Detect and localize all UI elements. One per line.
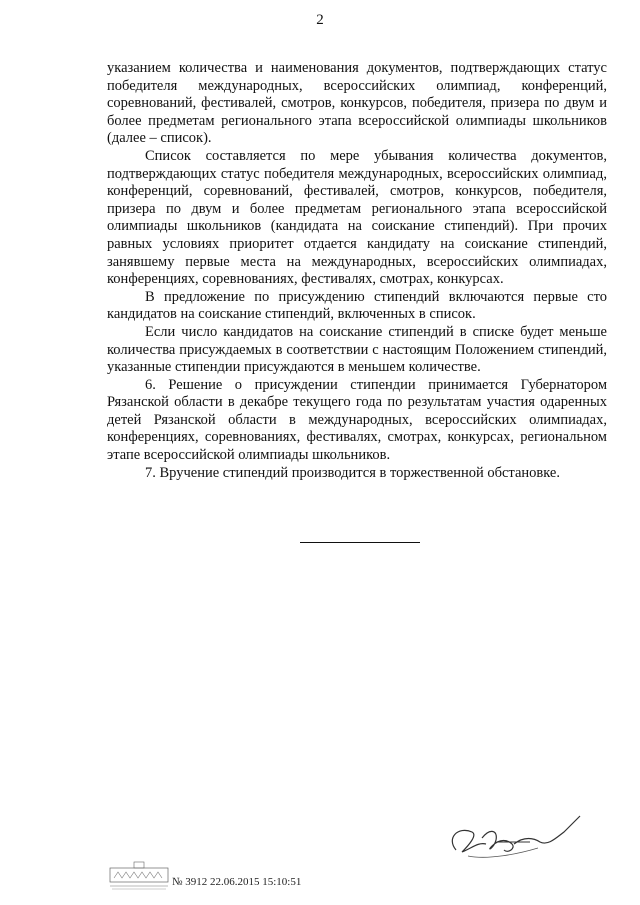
paragraph-clause-6: 6. Решение о присуждении стипендии принимается Губернатором Рязанской области в декабре текущего года по результатам участия одаренных детей Рязанской области в международных, всероссийских олимпиадах, конференциях, соревнованиях, фестивалях, смотрах, конкурсах, региональном этапе всероссийской олимпиады школьников. <box>107 376 607 464</box>
paragraph-continuation: указанием количества и наименования документов, подтверждающих статус победителя международных, всероссийских олимпиад, конференций, соревнований, фестивалей, смотров, конкурсов, победителя, призера по двум и более предметам регионального этапа всероссийской олимпиады школьников (далее – список). <box>107 60 607 147</box>
registration-footer: № 3912 22.06.2015 15:10:51 <box>172 876 302 888</box>
paragraph-list-order: Список составляется по мере убывания количества документов, подтверждающих статус победителя международных, всероссийских олимпиад, конференций, соревнований, фестивалей, смотров, конкурсов, победителя, призера по двум и более предметам регионального этапа всероссийской олимпиады школьников (кандидата на соискание стипендий). При прочих равных условиях приоритет отдается кандидату на соискание стипендий, занявшему первые места на международных, всероссийских олимпиадах, конференциях, соревнованиях, фестивалях, смотрах, конкурсах. <box>107 147 607 288</box>
paragraph-fewer-candidates: Если число кандидатов на соискание стипендий в списке будет меньше количества присуждаемых в соответствии с настоящим Положением стипендий, указанные стипендии присуждаются в меньшем количестве. <box>107 323 607 376</box>
paragraph-clause-7: 7. Вручение стипендий производится в торжественной обстановке. <box>145 464 560 481</box>
registration-stamp <box>108 858 172 894</box>
document-body <box>107 60 607 482</box>
page-number: 2 <box>316 12 324 28</box>
paragraph-first-hundred: В предложение по присуждению стипендий включаются первые сто кандидатов на соискание стипендий, включенных в список. <box>107 288 607 323</box>
handwritten-signature <box>438 808 588 878</box>
end-of-text-separator <box>300 542 420 543</box>
